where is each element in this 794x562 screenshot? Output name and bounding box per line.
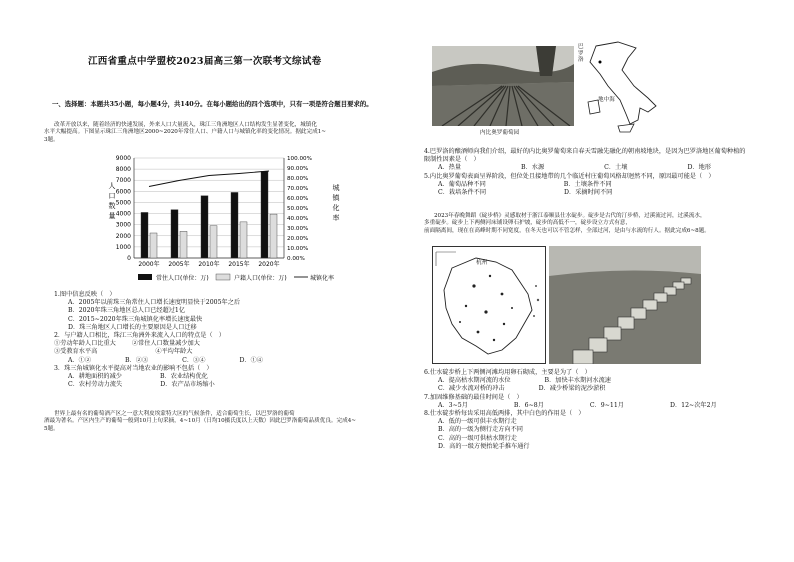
y2-tick-label: 0.00% — [287, 256, 305, 262]
legend-label-resident: 常住人口(单位：万) — [156, 275, 209, 282]
x-tick-label: 2000年 — [138, 261, 160, 268]
question-2-choice-d[interactable]: D．①④ — [239, 356, 263, 364]
question-5-stem: 5.内比奥罗葡萄表面呈界阶段，但位处且接地带的几个临近村庄葡萄风格却迥然不同，原因最可能是（ ） — [424, 172, 715, 180]
x-tick-label: 2005年 — [168, 261, 190, 268]
question-4-option-d[interactable]: D．地形 — [687, 164, 711, 172]
y2-axis-label: 化 — [332, 204, 340, 212]
y-axis-label: 人 — [108, 182, 116, 190]
vineyard-photo-caption: 内比奥罗葡萄园 — [480, 130, 520, 136]
x-tick-label: 2010年 — [198, 261, 220, 268]
passage-3-line: 2023年春晚舞蹈《碇步桥》灵感取材于浙江泰顺县仕水碇步。碇步是古代的汀步桥，过溪流过河，过溪流水， — [434, 213, 706, 219]
y-tick-label: 7000 — [115, 177, 131, 185]
question-8-option-c[interactable]: C．高的一级可供枯水期行走 — [438, 434, 517, 442]
question-1 — [54, 291, 263, 389]
bar-resident — [171, 210, 178, 258]
question-6-option-c[interactable]: C．减少水流对桥的冲击 — [438, 385, 505, 393]
question-7-stem: 7.加固维修基础的最佳时间是（ ） — [424, 393, 523, 401]
question-6-stem: 6.仕水碇步桥上下两侧河滩均用卵石砌成，主要是为了（ ） — [424, 369, 591, 376]
urbanization-line — [149, 171, 269, 187]
y-axis-label: 数 — [108, 202, 116, 210]
italy-map — [578, 40, 662, 140]
y2-tick-label: 100.00% — [287, 156, 312, 162]
exam-title: 江西省重点中学盟校2023届高三第一次联考文综试卷 — [88, 56, 322, 67]
question-1-option-b[interactable]: B．2020年珠三角地区总人口已经超过1亿 — [68, 307, 186, 315]
stepping-stones-photo — [549, 246, 701, 364]
y2-axis-label: 镇 — [332, 194, 340, 202]
map-label-city: 巴罗洛 — [578, 44, 584, 63]
question-2-choice-b[interactable]: B．②③ — [125, 356, 149, 364]
question-6 — [424, 369, 717, 451]
section-heading: 一、选择题：本题共35小题，每小题4分，共140分。在每小题给出的四个选项中，只有一项是符合题目要求的。 — [52, 100, 373, 108]
question-6-option-a[interactable]: A．提高枯水期河流的水位 — [438, 377, 511, 385]
passage-3 — [424, 213, 710, 235]
vineyard-photo — [432, 46, 574, 126]
bar-registered — [270, 214, 277, 258]
legend-swatch-registered — [216, 274, 230, 280]
y2-tick-label: 70.00% — [287, 186, 309, 192]
y-axis-label: 口 — [108, 192, 116, 200]
y2-tick-label: 50.00% — [287, 206, 309, 212]
question-6-option-b[interactable]: B．加快丰水期河水流速 — [544, 377, 611, 385]
bar-registered — [210, 226, 217, 258]
question-3-option-d[interactable]: D．农产品市场缩小 — [160, 381, 215, 389]
y2-tick-label: 40.00% — [287, 216, 309, 222]
question-2-item-1: ①劳动年龄人口比重大 — [54, 340, 116, 348]
question-3-option-a[interactable]: A．耕地面积的减少 — [68, 373, 122, 381]
question-2-stem: 2．与户籍人口相比，珠江三角洲外来流入人口的特点是（ ） — [54, 332, 225, 340]
passage-2-line: 世界上最有名的葡萄酒产区之一意大利皮埃蒙特大区的气候条件，适合葡萄生长，以巴罗洛的葡萄 — [54, 411, 295, 417]
question-4 — [424, 148, 745, 197]
question-8-option-b[interactable]: B．高的一级为侧行走方向不同 — [438, 426, 523, 434]
question-2-choice-c[interactable]: C．③④ — [182, 356, 206, 364]
question-2-item-4: ④平均年龄大 — [155, 348, 193, 356]
question-7-option-b[interactable]: B．6~8月 — [513, 401, 544, 409]
question-6-option-d[interactable]: D．减少桥梁的泥沙淤积 — [538, 385, 606, 393]
question-3-option-c[interactable]: C．农村劳动力流失 — [68, 381, 123, 389]
legend-swatch-resident — [138, 274, 152, 280]
y-tick-label: 9000 — [115, 155, 131, 162]
question-1-option-d[interactable]: D．珠三角地区人口增长的主要原因是人口迁移 — [68, 323, 197, 331]
y2-tick-label: 10.00% — [287, 246, 309, 252]
bar-registered — [240, 222, 247, 258]
passage-2-line: 酒最为著名。产区内生产的葡萄一般到10月上旬采摘，4~10月（日均10摄氏度以上天数）因此巴罗洛葡萄品质优良。完成4~ — [44, 418, 356, 425]
y2-tick-label: 30.00% — [287, 226, 309, 232]
y-tick-label: 0 — [127, 255, 131, 262]
y-tick-label: 5000 — [115, 199, 131, 207]
question-5-option-d[interactable]: D．采摘时间不同 — [564, 189, 613, 197]
y-axis-label: 量 — [108, 212, 116, 220]
question-7-option-d[interactable]: D．12~次年2月 — [670, 401, 717, 409]
question-8-stem: 8.仕水碇步桥每齿采用高低两排，其中白色的作用是（ ） — [424, 410, 585, 418]
y-tick-label: 8000 — [115, 166, 131, 174]
map-label-sea: 地中海 — [598, 97, 615, 103]
passage-2 — [44, 411, 356, 433]
question-4-option-b[interactable]: B．水源 — [521, 164, 545, 172]
y2-tick-label: 80.00% — [287, 176, 309, 182]
y-tick-label: 3000 — [115, 221, 131, 229]
y2-tick-label: 90.00% — [287, 166, 309, 172]
passage-1-line: 3题。 — [44, 136, 59, 143]
question-5-option-c[interactable]: C．栽培条件不同 — [438, 189, 487, 197]
y-tick-label: 4000 — [115, 210, 131, 218]
bar-registered — [180, 231, 187, 258]
passage-3-line: 前面隔离间，现在在高峰时期不同宽度，在冬天也可以不管怎样，全部过河，是由与水流的行人。据此完成6~8题。 — [424, 227, 710, 234]
y-tick-label: 6000 — [115, 188, 131, 196]
passage-1 — [44, 122, 326, 144]
passage-1-line: 改革开放以来，随着经济的快速发展，外来人口大量流入，珠江三角洲地区人口结构发生显著变化，城镇化 — [54, 122, 317, 128]
y-tick-label: 1000 — [115, 243, 131, 251]
question-1-stem: 1.图中信息反映（ ） — [54, 291, 116, 298]
question-1-option-a[interactable]: A．2005年以前珠三角常住人口增长速度明显快于2005年之后 — [68, 299, 241, 307]
question-4-option-a[interactable]: A．热量 — [438, 164, 462, 172]
y2-axis-label: 率 — [332, 214, 340, 222]
y2-tick-label: 60.00% — [287, 196, 309, 202]
question-1-option-c[interactable]: C．2015~2020年珠三角城镇化率增长速度最快 — [68, 315, 203, 323]
legend-label-urbanization: 城镇化率 — [310, 275, 335, 282]
question-3-option-b[interactable]: B．农业结构优化 — [159, 373, 208, 381]
question-2-item-2: ②常住人口数量减少加大 — [131, 340, 200, 348]
passage-1-line: 水平大幅提高。下图显示珠江三角洲地区2000~2020年常住人口、户籍人口与城镇化率的变化情况。据此完成1~ — [44, 129, 326, 136]
bar-registered — [150, 233, 157, 258]
legend-label-registered: 户籍人口(单位：万) — [234, 275, 287, 282]
x-tick-label: 2020年 — [258, 261, 280, 268]
bar-resident — [231, 192, 238, 258]
bar-resident — [141, 212, 148, 258]
question-3-stem: 3．珠三角城镇化水平提高对当地农业的影响不包括（ ） — [54, 364, 213, 372]
question-5-option-a[interactable]: A．葡萄品种不同 — [438, 180, 486, 188]
y2-tick-label: 20.00% — [287, 236, 309, 242]
population-chart — [98, 150, 344, 290]
question-2-item-3: ③受教育水平高 — [54, 348, 98, 356]
y-tick-label: 2000 — [115, 232, 131, 240]
question-8-option-a[interactable]: A．低的一级可供丰水期行走 — [438, 418, 517, 426]
map2-label-city: 杭州 — [476, 260, 488, 266]
question-5-option-b[interactable]: B．土壤条件不同 — [563, 180, 612, 188]
question-7-option-a[interactable]: A．3~5月 — [438, 401, 468, 409]
y2-axis-label: 城 — [332, 184, 340, 192]
question-4-stem-line: 4.巴罗洛的酿酒师向我们介绍，最好的内比奥罗葡萄来自春天雪融先融化的朝南坡地块，是因为巴罗洛地区葡萄种植的 — [424, 148, 746, 155]
passage-3-line: 多重碇步。碇步上下两侧河床铺设卵石护坡，碇步的高低不一，碇步设立方式有意， — [424, 220, 631, 227]
zhejiang-map — [432, 246, 546, 364]
question-4-option-c[interactable]: C．土壤 — [604, 164, 628, 172]
question-8-option-d[interactable]: D．高的一级方便抬轮手推车通行 — [438, 442, 530, 450]
passage-2-line: 5题。 — [44, 425, 59, 432]
x-tick-label: 2015年 — [228, 261, 250, 268]
bar-resident — [201, 196, 208, 258]
question-7-option-c[interactable]: C．9~11月 — [589, 401, 624, 409]
question-4-stem-line: 限制性因素是（ ） — [424, 156, 480, 164]
bar-resident — [261, 171, 268, 258]
question-2-choice-a[interactable]: A．①② — [68, 356, 92, 364]
